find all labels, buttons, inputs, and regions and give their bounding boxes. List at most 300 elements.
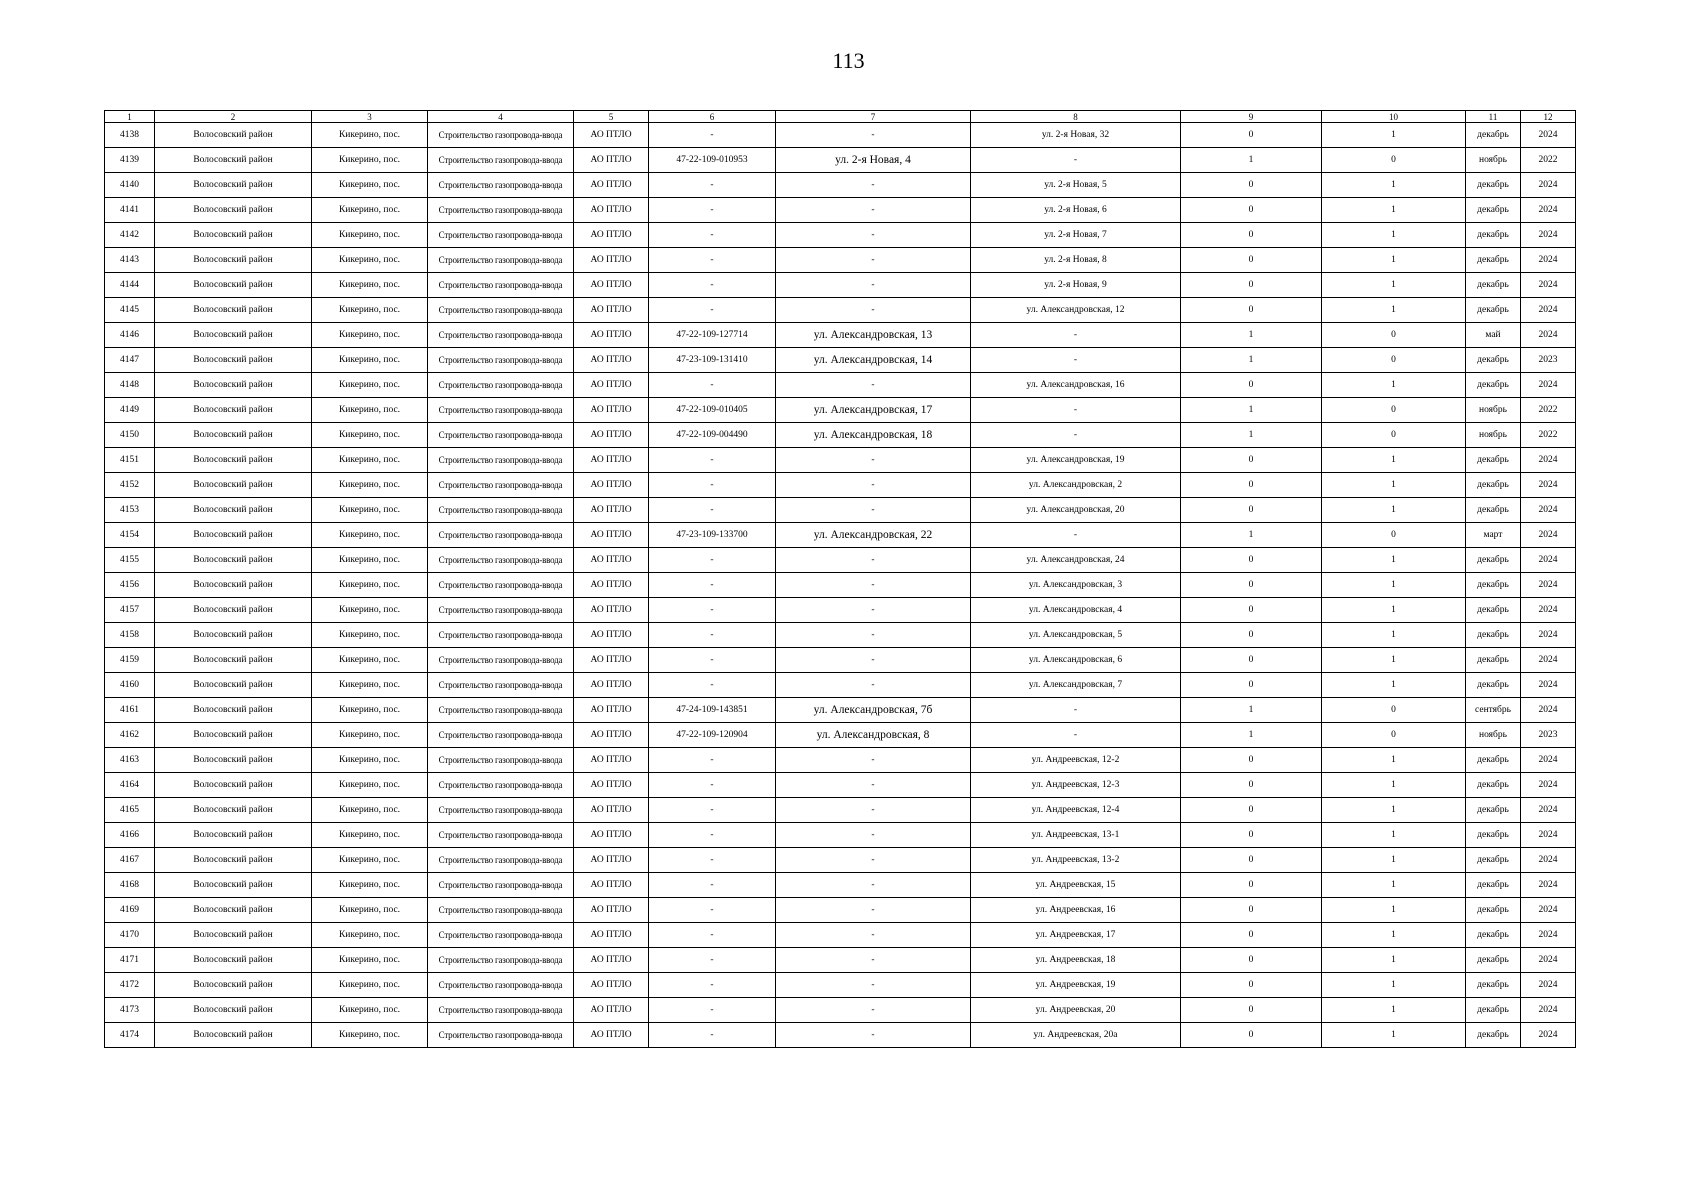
- cell-row-number: 4145: [105, 298, 155, 323]
- cell-address-existing: -: [776, 923, 971, 948]
- cell-address-planned: ул. Александровская, 24: [971, 548, 1181, 573]
- cell-year: 2024: [1521, 523, 1576, 548]
- cell-district: Волосовский район: [155, 473, 312, 498]
- cell-count-a: 0: [1181, 273, 1322, 298]
- cell-settlement: Кикерино, пос.: [312, 648, 428, 673]
- cell-permit-number: -: [649, 648, 776, 673]
- cell-year: 2024: [1521, 673, 1576, 698]
- table-row: [105, 298, 1576, 323]
- cell-count-a: 1: [1181, 723, 1322, 748]
- cell-organization: АО ПТЛО: [574, 273, 649, 298]
- cell-settlement: Кикерино, пос.: [312, 498, 428, 523]
- cell-organization: АО ПТЛО: [574, 848, 649, 873]
- cell-permit-number: -: [649, 823, 776, 848]
- cell-row-number: 4174: [105, 1023, 155, 1048]
- cell-month: декабрь: [1466, 748, 1521, 773]
- cell-count-a: 0: [1181, 223, 1322, 248]
- cell-month: декабрь: [1466, 298, 1521, 323]
- cell-work-type: Строительство газопровода-ввода: [428, 348, 574, 373]
- cell-count-b: 1: [1322, 498, 1466, 523]
- cell-settlement: Кикерино, пос.: [312, 598, 428, 623]
- cell-count-b: 1: [1322, 298, 1466, 323]
- cell-work-type: Строительство газопровода-ввода: [428, 998, 574, 1023]
- cell-organization: АО ПТЛО: [574, 773, 649, 798]
- table-row: [105, 273, 1576, 298]
- table-row: [105, 548, 1576, 573]
- table-row: [105, 123, 1576, 148]
- cell-month: ноябрь: [1466, 423, 1521, 448]
- cell-row-number: 4155: [105, 548, 155, 573]
- cell-address-existing: -: [776, 823, 971, 848]
- cell-count-b: 1: [1322, 748, 1466, 773]
- cell-address-planned: -: [971, 698, 1181, 723]
- cell-work-type: Строительство газопровода-ввода: [428, 1023, 574, 1048]
- cell-count-a: 0: [1181, 498, 1322, 523]
- cell-address-planned: ул. Андреевская, 20а: [971, 1023, 1181, 1048]
- cell-work-type: Строительство газопровода-ввода: [428, 548, 574, 573]
- cell-organization: АО ПТЛО: [574, 548, 649, 573]
- column-header-address-planned: 8: [971, 111, 1181, 123]
- table-row: [105, 448, 1576, 473]
- cell-address-existing: -: [776, 873, 971, 898]
- cell-count-b: 1: [1322, 248, 1466, 273]
- cell-address-existing: -: [776, 548, 971, 573]
- cell-settlement: Кикерино, пос.: [312, 623, 428, 648]
- cell-permit-number: -: [649, 373, 776, 398]
- cell-work-type: Строительство газопровода-ввода: [428, 723, 574, 748]
- table-row: [105, 673, 1576, 698]
- cell-settlement: Кикерино, пос.: [312, 573, 428, 598]
- table-row: [105, 198, 1576, 223]
- cell-row-number: 4173: [105, 998, 155, 1023]
- cell-work-type: Строительство газопровода-ввода: [428, 648, 574, 673]
- cell-count-a: 0: [1181, 1023, 1322, 1048]
- cell-year: 2024: [1521, 1023, 1576, 1048]
- cell-address-planned: ул. Александровская, 2: [971, 473, 1181, 498]
- cell-month: декабрь: [1466, 898, 1521, 923]
- table-row: [105, 898, 1576, 923]
- cell-count-b: 1: [1322, 473, 1466, 498]
- cell-count-b: 0: [1322, 423, 1466, 448]
- cell-settlement: Кикерино, пос.: [312, 998, 428, 1023]
- cell-year: 2022: [1521, 398, 1576, 423]
- cell-work-type: Строительство газопровода-ввода: [428, 623, 574, 648]
- cell-count-a: 0: [1181, 748, 1322, 773]
- cell-month: декабрь: [1466, 923, 1521, 948]
- column-header-work-type: 4: [428, 111, 574, 123]
- cell-count-a: 0: [1181, 573, 1322, 598]
- cell-address-planned: ул. Александровская, 3: [971, 573, 1181, 598]
- cell-year: 2024: [1521, 898, 1576, 923]
- cell-address-planned: -: [971, 148, 1181, 173]
- table-row: [105, 848, 1576, 873]
- cell-work-type: Строительство газопровода-ввода: [428, 298, 574, 323]
- cell-permit-number: -: [649, 1023, 776, 1048]
- cell-count-a: 0: [1181, 298, 1322, 323]
- cell-row-number: 4162: [105, 723, 155, 748]
- cell-settlement: Кикерино, пос.: [312, 773, 428, 798]
- cell-month: декабрь: [1466, 823, 1521, 848]
- cell-address-planned: ул. 2-я Новая, 5: [971, 173, 1181, 198]
- cell-address-planned: ул. Александровская, 19: [971, 448, 1181, 473]
- cell-row-number: 4161: [105, 698, 155, 723]
- cell-work-type: Строительство газопровода-ввода: [428, 573, 574, 598]
- column-header-month: 11: [1466, 111, 1521, 123]
- cell-row-number: 4172: [105, 973, 155, 998]
- cell-month: декабрь: [1466, 273, 1521, 298]
- column-header-organization: 5: [574, 111, 649, 123]
- cell-permit-number: -: [649, 598, 776, 623]
- cell-organization: АО ПТЛО: [574, 723, 649, 748]
- cell-count-a: 0: [1181, 998, 1322, 1023]
- cell-organization: АО ПТЛО: [574, 498, 649, 523]
- cell-settlement: Кикерино, пос.: [312, 273, 428, 298]
- cell-count-a: 0: [1181, 923, 1322, 948]
- cell-permit-number: -: [649, 898, 776, 923]
- cell-address-existing: -: [776, 898, 971, 923]
- cell-permit-number: -: [649, 548, 776, 573]
- table-row: [105, 998, 1576, 1023]
- cell-count-a: 0: [1181, 473, 1322, 498]
- cell-settlement: Кикерино, пос.: [312, 873, 428, 898]
- cell-address-planned: ул. 2-я Новая, 9: [971, 273, 1181, 298]
- cell-organization: АО ПТЛО: [574, 448, 649, 473]
- cell-row-number: 4169: [105, 898, 155, 923]
- table-row: [105, 148, 1576, 173]
- cell-organization: АО ПТЛО: [574, 948, 649, 973]
- cell-row-number: 4138: [105, 123, 155, 148]
- cell-row-number: 4170: [105, 923, 155, 948]
- cell-address-existing: -: [776, 673, 971, 698]
- table-row: [105, 623, 1576, 648]
- cell-work-type: Строительство газопровода-ввода: [428, 123, 574, 148]
- cell-count-a: 0: [1181, 673, 1322, 698]
- cell-permit-number: 47-22-109-127714: [649, 323, 776, 348]
- cell-row-number: 4141: [105, 198, 155, 223]
- cell-year: 2024: [1521, 298, 1576, 323]
- data-table: [104, 110, 1576, 1048]
- cell-address-planned: ул. 2-я Новая, 8: [971, 248, 1181, 273]
- cell-count-a: 0: [1181, 848, 1322, 873]
- column-header-count-a: 9: [1181, 111, 1322, 123]
- cell-work-type: Строительство газопровода-ввода: [428, 798, 574, 823]
- cell-address-planned: -: [971, 348, 1181, 373]
- cell-address-existing: -: [776, 123, 971, 148]
- cell-district: Волосовский район: [155, 173, 312, 198]
- cell-address-planned: ул. Андреевская, 19: [971, 973, 1181, 998]
- cell-count-b: 1: [1322, 998, 1466, 1023]
- cell-count-a: 0: [1181, 548, 1322, 573]
- cell-organization: АО ПТЛО: [574, 573, 649, 598]
- cell-permit-number: -: [649, 623, 776, 648]
- cell-count-b: 1: [1322, 923, 1466, 948]
- cell-settlement: Кикерино, пос.: [312, 173, 428, 198]
- cell-address-existing: -: [776, 298, 971, 323]
- table-row: [105, 798, 1576, 823]
- cell-month: декабрь: [1466, 448, 1521, 473]
- cell-address-existing: -: [776, 773, 971, 798]
- cell-organization: АО ПТЛО: [574, 923, 649, 948]
- cell-month: май: [1466, 323, 1521, 348]
- cell-month: декабрь: [1466, 548, 1521, 573]
- cell-organization: АО ПТЛО: [574, 598, 649, 623]
- cell-row-number: 4152: [105, 473, 155, 498]
- cell-count-b: 1: [1322, 373, 1466, 398]
- cell-year: 2024: [1521, 998, 1576, 1023]
- cell-year: 2024: [1521, 823, 1576, 848]
- cell-month: декабрь: [1466, 573, 1521, 598]
- cell-district: Волосовский район: [155, 798, 312, 823]
- cell-count-b: 1: [1322, 648, 1466, 673]
- cell-permit-number: -: [649, 973, 776, 998]
- cell-permit-number: -: [649, 798, 776, 823]
- cell-district: Волосовский район: [155, 148, 312, 173]
- cell-settlement: Кикерино, пос.: [312, 198, 428, 223]
- cell-district: Волосовский район: [155, 548, 312, 573]
- cell-row-number: 4157: [105, 598, 155, 623]
- cell-month: декабрь: [1466, 173, 1521, 198]
- table-row: [105, 498, 1576, 523]
- table-row: [105, 948, 1576, 973]
- cell-permit-number: -: [649, 248, 776, 273]
- cell-address-planned: ул. Александровская, 12: [971, 298, 1181, 323]
- cell-district: Волосовский район: [155, 923, 312, 948]
- cell-month: декабрь: [1466, 498, 1521, 523]
- cell-row-number: 4148: [105, 373, 155, 398]
- cell-district: Волосовский район: [155, 823, 312, 848]
- cell-count-a: 0: [1181, 948, 1322, 973]
- cell-address-existing: -: [776, 648, 971, 673]
- cell-settlement: Кикерино, пос.: [312, 723, 428, 748]
- cell-address-existing: -: [776, 798, 971, 823]
- cell-count-b: 1: [1322, 598, 1466, 623]
- cell-count-a: 0: [1181, 823, 1322, 848]
- cell-permit-number: -: [649, 848, 776, 873]
- cell-district: Волосовский район: [155, 198, 312, 223]
- cell-district: Волосовский район: [155, 323, 312, 348]
- cell-settlement: Кикерино, пос.: [312, 473, 428, 498]
- cell-address-planned: ул. Александровская, 16: [971, 373, 1181, 398]
- cell-address-existing: ул. Александровская, 7б: [776, 698, 971, 723]
- cell-month: декабрь: [1466, 998, 1521, 1023]
- cell-work-type: Строительство газопровода-ввода: [428, 423, 574, 448]
- cell-district: Волосовский район: [155, 573, 312, 598]
- cell-permit-number: -: [649, 448, 776, 473]
- cell-work-type: Строительство газопровода-ввода: [428, 748, 574, 773]
- cell-count-a: 0: [1181, 973, 1322, 998]
- header-row: [105, 111, 1576, 123]
- cell-address-existing: -: [776, 198, 971, 223]
- table-row: [105, 823, 1576, 848]
- cell-organization: АО ПТЛО: [574, 523, 649, 548]
- cell-settlement: Кикерино, пос.: [312, 973, 428, 998]
- table-row: [105, 323, 1576, 348]
- cell-count-a: 1: [1181, 323, 1322, 348]
- cell-row-number: 4158: [105, 623, 155, 648]
- cell-row-number: 4144: [105, 273, 155, 298]
- cell-work-type: Строительство газопровода-ввода: [428, 823, 574, 848]
- cell-count-b: 1: [1322, 798, 1466, 823]
- cell-month: декабрь: [1466, 773, 1521, 798]
- cell-permit-number: -: [649, 223, 776, 248]
- cell-address-existing: -: [776, 173, 971, 198]
- cell-settlement: Кикерино, пос.: [312, 923, 428, 948]
- cell-permit-number: 47-22-109-004490: [649, 423, 776, 448]
- cell-year: 2024: [1521, 748, 1576, 773]
- cell-permit-number: 47-23-109-131410: [649, 348, 776, 373]
- cell-permit-number: -: [649, 123, 776, 148]
- cell-month: март: [1466, 523, 1521, 548]
- cell-row-number: 4143: [105, 248, 155, 273]
- cell-month: декабрь: [1466, 1023, 1521, 1048]
- cell-count-a: 0: [1181, 173, 1322, 198]
- table-row: [105, 873, 1576, 898]
- cell-district: Волосовский район: [155, 423, 312, 448]
- cell-address-planned: ул. Андреевская, 16: [971, 898, 1181, 923]
- cell-row-number: 4140: [105, 173, 155, 198]
- cell-count-a: 0: [1181, 648, 1322, 673]
- cell-year: 2024: [1521, 623, 1576, 648]
- cell-address-planned: ул. Андреевская, 15: [971, 873, 1181, 898]
- cell-address-planned: ул. Андреевская, 12-2: [971, 748, 1181, 773]
- cell-work-type: Строительство газопровода-ввода: [428, 473, 574, 498]
- cell-count-b: 0: [1322, 523, 1466, 548]
- cell-district: Волосовский район: [155, 373, 312, 398]
- cell-district: Волосовский район: [155, 973, 312, 998]
- cell-work-type: Строительство газопровода-ввода: [428, 873, 574, 898]
- cell-year: 2024: [1521, 598, 1576, 623]
- table-row: [105, 1023, 1576, 1048]
- cell-district: Волосовский район: [155, 498, 312, 523]
- table-row: [105, 748, 1576, 773]
- cell-organization: АО ПТЛО: [574, 998, 649, 1023]
- cell-count-a: 0: [1181, 123, 1322, 148]
- column-header-row-number: 1: [105, 111, 155, 123]
- cell-permit-number: -: [649, 473, 776, 498]
- cell-row-number: 4165: [105, 798, 155, 823]
- cell-work-type: Строительство газопровода-ввода: [428, 148, 574, 173]
- cell-month: декабрь: [1466, 873, 1521, 898]
- cell-district: Волосовский район: [155, 273, 312, 298]
- cell-district: Волосовский район: [155, 948, 312, 973]
- cell-permit-number: -: [649, 873, 776, 898]
- cell-district: Волосовский район: [155, 523, 312, 548]
- cell-year: 2023: [1521, 348, 1576, 373]
- table-row: [105, 973, 1576, 998]
- cell-district: Волосовский район: [155, 773, 312, 798]
- cell-work-type: Строительство газопровода-ввода: [428, 223, 574, 248]
- cell-year: 2024: [1521, 473, 1576, 498]
- cell-permit-number: -: [649, 198, 776, 223]
- column-header-permit-number: 6: [649, 111, 776, 123]
- cell-work-type: Строительство газопровода-ввода: [428, 948, 574, 973]
- cell-year: 2024: [1521, 798, 1576, 823]
- cell-work-type: Строительство газопровода-ввода: [428, 173, 574, 198]
- cell-organization: АО ПТЛО: [574, 198, 649, 223]
- cell-row-number: 4142: [105, 223, 155, 248]
- cell-permit-number: 47-24-109-143851: [649, 698, 776, 723]
- cell-organization: АО ПТЛО: [574, 248, 649, 273]
- cell-count-b: 1: [1322, 873, 1466, 898]
- cell-settlement: Кикерино, пос.: [312, 448, 428, 473]
- table-row: [105, 723, 1576, 748]
- cell-address-existing: -: [776, 273, 971, 298]
- cell-settlement: Кикерино, пос.: [312, 323, 428, 348]
- column-header-settlement: 3: [312, 111, 428, 123]
- cell-address-planned: ул. 2-я Новая, 7: [971, 223, 1181, 248]
- cell-district: Волосовский район: [155, 348, 312, 373]
- cell-count-b: 1: [1322, 1023, 1466, 1048]
- cell-permit-number: -: [649, 773, 776, 798]
- cell-month: декабрь: [1466, 673, 1521, 698]
- cell-work-type: Строительство газопровода-ввода: [428, 773, 574, 798]
- cell-count-a: 0: [1181, 623, 1322, 648]
- cell-address-existing: ул. Александровская, 13: [776, 323, 971, 348]
- cell-month: декабрь: [1466, 623, 1521, 648]
- cell-month: декабрь: [1466, 473, 1521, 498]
- cell-count-a: 1: [1181, 698, 1322, 723]
- cell-address-planned: ул. Александровская, 5: [971, 623, 1181, 648]
- column-header-address-existing: 7: [776, 111, 971, 123]
- cell-address-existing: ул. Александровская, 18: [776, 423, 971, 448]
- cell-organization: АО ПТЛО: [574, 798, 649, 823]
- table-row: [105, 223, 1576, 248]
- cell-address-existing: -: [776, 473, 971, 498]
- cell-address-planned: ул. Андреевская, 13-1: [971, 823, 1181, 848]
- cell-row-number: 4167: [105, 848, 155, 873]
- cell-settlement: Кикерино, пос.: [312, 798, 428, 823]
- cell-count-b: 1: [1322, 548, 1466, 573]
- cell-address-planned: ул. 2-я Новая, 6: [971, 198, 1181, 223]
- cell-work-type: Строительство газопровода-ввода: [428, 273, 574, 298]
- cell-address-planned: ул. Андреевская, 12-4: [971, 798, 1181, 823]
- cell-year: 2024: [1521, 848, 1576, 873]
- cell-settlement: Кикерино, пос.: [312, 298, 428, 323]
- cell-address-existing: -: [776, 598, 971, 623]
- cell-count-b: 1: [1322, 273, 1466, 298]
- cell-row-number: 4146: [105, 323, 155, 348]
- cell-count-a: 1: [1181, 148, 1322, 173]
- cell-month: декабрь: [1466, 648, 1521, 673]
- cell-count-a: 0: [1181, 373, 1322, 398]
- cell-work-type: Строительство газопровода-ввода: [428, 198, 574, 223]
- cell-year: 2022: [1521, 423, 1576, 448]
- cell-count-a: 1: [1181, 398, 1322, 423]
- cell-settlement: Кикерино, пос.: [312, 1023, 428, 1048]
- cell-row-number: 4139: [105, 148, 155, 173]
- cell-address-existing: -: [776, 448, 971, 473]
- cell-organization: АО ПТЛО: [574, 898, 649, 923]
- table-body: [105, 123, 1576, 1048]
- cell-row-number: 4163: [105, 748, 155, 773]
- cell-organization: АО ПТЛО: [574, 148, 649, 173]
- cell-count-a: 0: [1181, 248, 1322, 273]
- cell-organization: АО ПТЛО: [574, 473, 649, 498]
- cell-count-b: 1: [1322, 773, 1466, 798]
- cell-organization: АО ПТЛО: [574, 748, 649, 773]
- cell-permit-number: -: [649, 948, 776, 973]
- cell-year: 2024: [1521, 923, 1576, 948]
- cell-count-b: 0: [1322, 348, 1466, 373]
- cell-organization: АО ПТЛО: [574, 298, 649, 323]
- cell-year: 2024: [1521, 198, 1576, 223]
- cell-count-b: 0: [1322, 148, 1466, 173]
- table-row: [105, 473, 1576, 498]
- cell-address-planned: -: [971, 423, 1181, 448]
- table-row: [105, 523, 1576, 548]
- cell-district: Волосовский район: [155, 873, 312, 898]
- cell-district: Волосовский район: [155, 398, 312, 423]
